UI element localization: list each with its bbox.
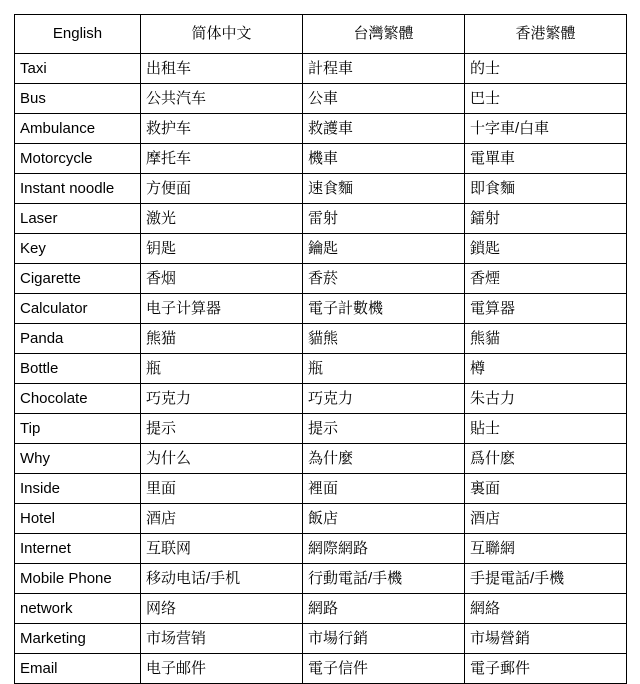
cell-taiwan-traditional: 計程車 (303, 54, 465, 84)
cell-simplified-chinese: 电子邮件 (141, 654, 303, 684)
cell-simplified-chinese: 移动电话/手机 (141, 564, 303, 594)
table-row (15, 654, 627, 684)
cell-taiwan-traditional: 電子信件 (303, 654, 465, 684)
column-header-taiwan-traditional: 台灣繁體 (303, 15, 465, 54)
table-row (15, 444, 627, 474)
cell-english: Mobile Phone (15, 564, 141, 594)
cell-simplified-chinese: 出租车 (141, 54, 303, 84)
cell-taiwan-traditional: 電子計數機 (303, 294, 465, 324)
cell-simplified-chinese: 摩托车 (141, 144, 303, 174)
table-row (15, 474, 627, 504)
cell-hongkong-traditional: 樽 (465, 354, 627, 384)
table-row (15, 594, 627, 624)
table-row (15, 114, 627, 144)
cell-english: Chocolate (15, 384, 141, 414)
table-row (15, 564, 627, 594)
cell-taiwan-traditional: 網際網路 (303, 534, 465, 564)
cell-hongkong-traditional: 網絡 (465, 594, 627, 624)
cell-simplified-chinese: 瓶 (141, 354, 303, 384)
cell-english: Calculator (15, 294, 141, 324)
cell-english: Tip (15, 414, 141, 444)
cell-taiwan-traditional: 雷射 (303, 204, 465, 234)
table-row (15, 624, 627, 654)
column-header-hongkong-traditional: 香港繁體 (465, 15, 627, 54)
cell-taiwan-traditional: 救護車 (303, 114, 465, 144)
table-row (15, 534, 627, 564)
table-header-row (15, 15, 627, 54)
cell-hongkong-traditional: 朱古力 (465, 384, 627, 414)
cell-taiwan-traditional: 機車 (303, 144, 465, 174)
cell-english: Panda (15, 324, 141, 354)
table-row (15, 354, 627, 384)
cell-taiwan-traditional: 為什麼 (303, 444, 465, 474)
cell-hongkong-traditional: 互聯網 (465, 534, 627, 564)
cell-english: Marketing (15, 624, 141, 654)
cell-english: Inside (15, 474, 141, 504)
cell-simplified-chinese: 熊猫 (141, 324, 303, 354)
cell-hongkong-traditional: 鎖匙 (465, 234, 627, 264)
cell-hongkong-traditional: 十字車/白車 (465, 114, 627, 144)
cell-english: Bottle (15, 354, 141, 384)
table-row (15, 234, 627, 264)
table-row (15, 84, 627, 114)
table-body (15, 54, 627, 684)
cell-taiwan-traditional: 市場行銷 (303, 624, 465, 654)
cell-hongkong-traditional: 熊貓 (465, 324, 627, 354)
cell-simplified-chinese: 里面 (141, 474, 303, 504)
cell-hongkong-traditional: 電算器 (465, 294, 627, 324)
cell-english: Motorcycle (15, 144, 141, 174)
cell-simplified-chinese: 公共汽车 (141, 84, 303, 114)
table-row (15, 54, 627, 84)
cell-hongkong-traditional: 貼士 (465, 414, 627, 444)
cell-taiwan-traditional: 瓶 (303, 354, 465, 384)
cell-taiwan-traditional: 香菸 (303, 264, 465, 294)
cell-hongkong-traditional: 電單車 (465, 144, 627, 174)
cell-english: Ambulance (15, 114, 141, 144)
cell-english: Instant noodle (15, 174, 141, 204)
table-row (15, 174, 627, 204)
cell-taiwan-traditional: 公車 (303, 84, 465, 114)
cell-taiwan-traditional: 提示 (303, 414, 465, 444)
translation-table (14, 14, 627, 684)
cell-english: Taxi (15, 54, 141, 84)
cell-taiwan-traditional: 貓熊 (303, 324, 465, 354)
cell-taiwan-traditional: 飯店 (303, 504, 465, 534)
cell-english: Hotel (15, 504, 141, 534)
cell-english: Bus (15, 84, 141, 114)
table-row (15, 204, 627, 234)
column-header-simplified-chinese: 简体中文 (141, 15, 303, 54)
cell-hongkong-traditional: 即食麵 (465, 174, 627, 204)
cell-simplified-chinese: 网络 (141, 594, 303, 624)
cell-english: Cigarette (15, 264, 141, 294)
cell-simplified-chinese: 为什么 (141, 444, 303, 474)
cell-simplified-chinese: 巧克力 (141, 384, 303, 414)
cell-english: Laser (15, 204, 141, 234)
cell-hongkong-traditional: 的士 (465, 54, 627, 84)
cell-hongkong-traditional: 爲什麽 (465, 444, 627, 474)
table-row (15, 414, 627, 444)
cell-hongkong-traditional: 鐳射 (465, 204, 627, 234)
cell-english: Key (15, 234, 141, 264)
cell-taiwan-traditional: 速食麵 (303, 174, 465, 204)
table-row (15, 144, 627, 174)
cell-hongkong-traditional: 電子郵件 (465, 654, 627, 684)
cell-simplified-chinese: 香烟 (141, 264, 303, 294)
cell-simplified-chinese: 互联网 (141, 534, 303, 564)
cell-hongkong-traditional: 酒店 (465, 504, 627, 534)
cell-hongkong-traditional: 手提電話/手機 (465, 564, 627, 594)
column-header-english: English (15, 15, 141, 54)
cell-english: Why (15, 444, 141, 474)
cell-taiwan-traditional: 行動電話/手機 (303, 564, 465, 594)
table-row (15, 384, 627, 414)
table-row (15, 504, 627, 534)
cell-simplified-chinese: 电子计算器 (141, 294, 303, 324)
cell-simplified-chinese: 提示 (141, 414, 303, 444)
cell-taiwan-traditional: 裡面 (303, 474, 465, 504)
cell-hongkong-traditional: 市場營銷 (465, 624, 627, 654)
cell-hongkong-traditional: 裏面 (465, 474, 627, 504)
cell-taiwan-traditional: 網路 (303, 594, 465, 624)
cell-english: Internet (15, 534, 141, 564)
cell-hongkong-traditional: 巴士 (465, 84, 627, 114)
cell-english: Email (15, 654, 141, 684)
cell-taiwan-traditional: 巧克力 (303, 384, 465, 414)
table-row (15, 324, 627, 354)
cell-hongkong-traditional: 香煙 (465, 264, 627, 294)
cell-simplified-chinese: 方便面 (141, 174, 303, 204)
cell-simplified-chinese: 酒店 (141, 504, 303, 534)
cell-english: network (15, 594, 141, 624)
table-row (15, 294, 627, 324)
cell-simplified-chinese: 救护车 (141, 114, 303, 144)
cell-simplified-chinese: 市场营销 (141, 624, 303, 654)
cell-simplified-chinese: 钥匙 (141, 234, 303, 264)
table-row (15, 264, 627, 294)
cell-taiwan-traditional: 鑰匙 (303, 234, 465, 264)
cell-simplified-chinese: 激光 (141, 204, 303, 234)
document-page (0, 14, 640, 677)
